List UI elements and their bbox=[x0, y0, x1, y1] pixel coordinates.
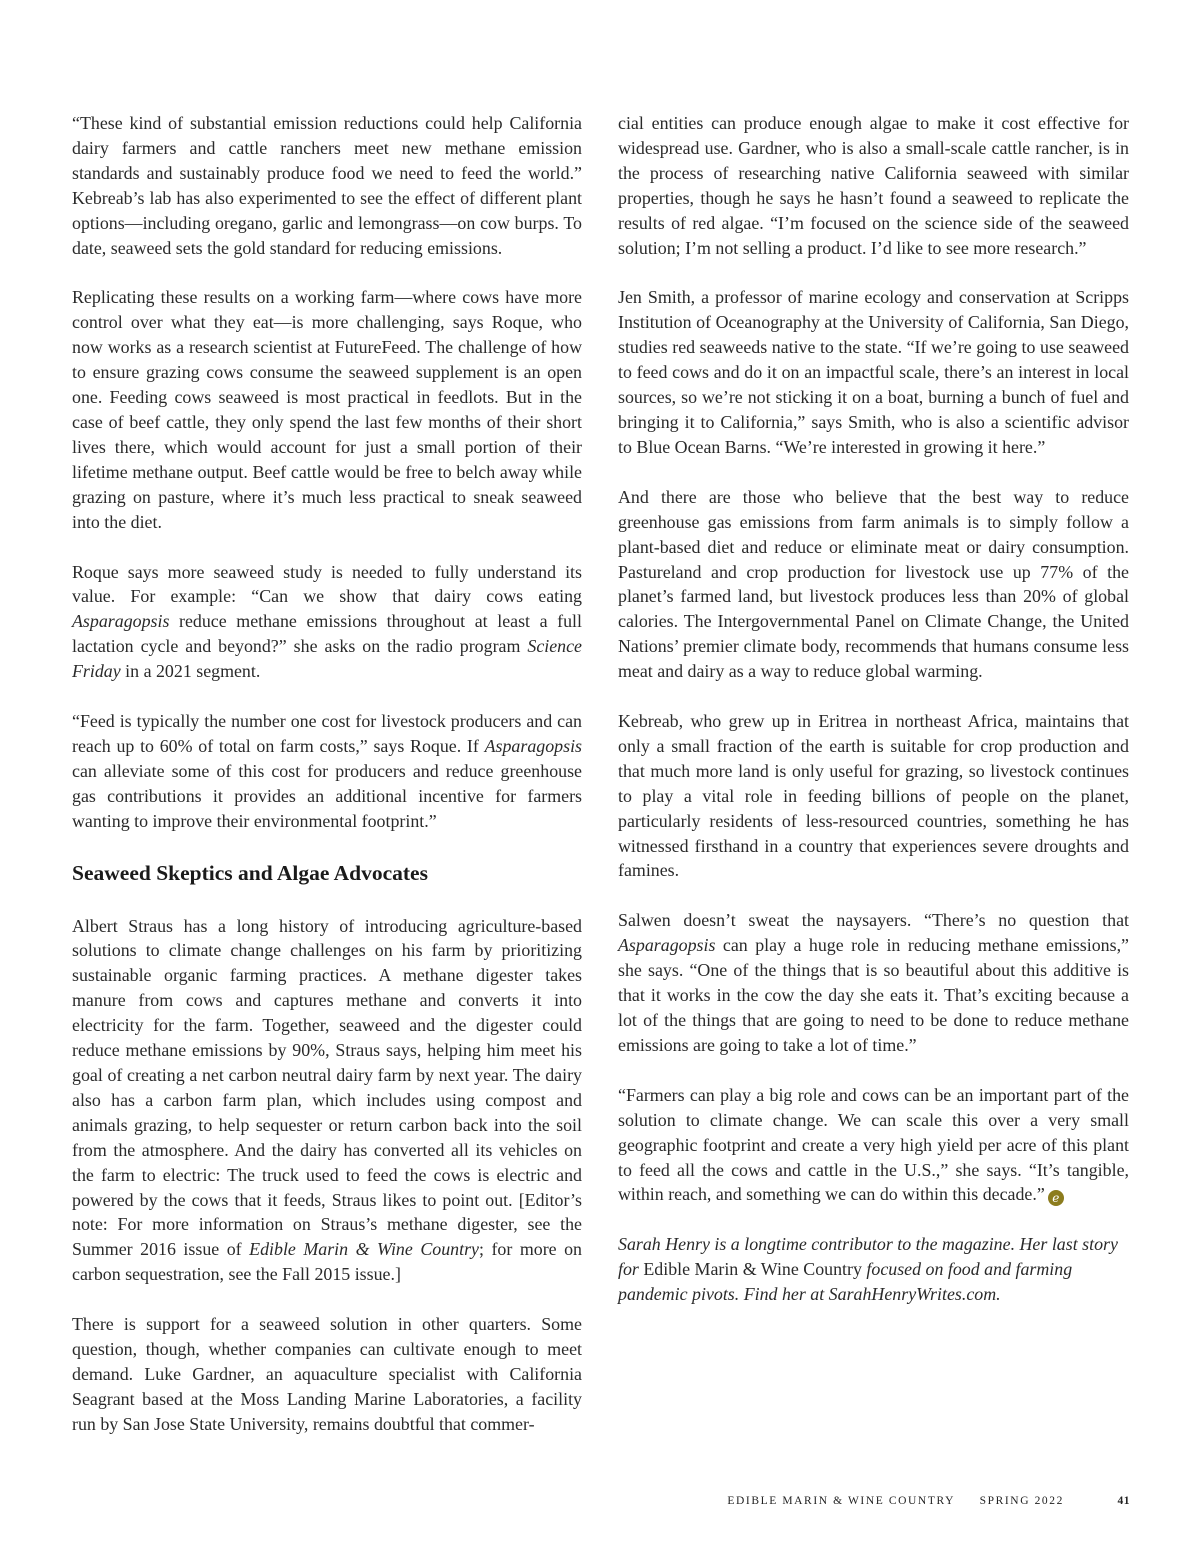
paragraph: “These kind of substantial emission reductions could help California dairy farmers and cattle ranchers meet new methane emission standards and sustainably produce food we need to feed the world.” Kebreab’s lab has also experimented to see the effect of different plant options—including oregano, garlic and lemongrass—on cow burps. To date, seaweed sets the gold standard for reducing emissions. bbox=[72, 113, 582, 258]
paragraph: cial entities can produce enough algae to make it cost effective for widespread use. Gardner, who is also a small-scale cattle rancher, is in the process of researching native California seaweed with similar properties, though he says he hasn’t found a seaweed to replicate the results of red algae. “I’m focused on the science side of the seaweed solution; I’m not selling a product. I’d like to see more research.” bbox=[618, 113, 1129, 258]
paragraph: Salwen doesn’t sweat the naysayers. “There’s no question that Asparagopsis can play a huge role in reducing methane emissions,” she says. “One of the things that is so beautiful about this additive is that it works in the cow the day she eats it. That’s exciting because a lot of the things that are going to need to be done to reduce methane emissions are going to take a lot of time.” bbox=[618, 910, 1129, 1055]
left-column bbox=[72, 111, 582, 1437]
issue-label: SPRING 2022 bbox=[979, 1495, 1064, 1507]
page-footer bbox=[600, 1495, 1130, 1517]
publication-name: EDIBLE MARIN & WINE COUNTRY bbox=[727, 1495, 955, 1507]
paragraph: “Feed is typically the number one cost for livestock producers and can reach up to 60% of total on farm costs,” says Roque. If Asparagopsis can alleviate some of this cost for producers and reduce greenhouse gas contributions it provides an additional incentive for farmers wanting to improve their environmental footprint.” bbox=[72, 711, 582, 831]
paragraph: There is support for a seaweed solution in other quarters. Some question, though, whether companies can cultivate enough to meet demand. Luke Gardner, an aquaculture specialist with California Seagrant based at the Moss Landing Marine Laboratories, a facility run by San Jose State University, remains doubtful that commer- bbox=[72, 1314, 582, 1434]
paragraph: Replicating these results on a working farm—where cows have more control over what they eat—is more challenging, says Roque, who now works as a research scientist at FutureFeed. The challenge of how to ensure grazing cows consume the seaweed supplement is an open one. Feeding cows seaweed is most practical in feedlots. But in the case of beef cattle, they only spend the last few months of their short lives there, which would account for just a small portion of their lifetime methane output. Beef cattle would be free to belch away while grazing on pasture, where it’s much less practical to sneak seaweed into the diet. bbox=[72, 287, 582, 532]
program-title: Science Friday bbox=[72, 636, 582, 682]
magazine-title: Edible Marin & Wine Country bbox=[249, 1239, 479, 1260]
paragraph: And there are those who believe that the best way to reduce greenhouse gas emissions from farm animals is to simply follow a plant-based diet and reduce or eliminate meat or dairy consumption. Pastureland and crop production for livestock use up 77% of the planet’s farmed land, but livestock produces less than 20% of global calories. The Intergovernmental Panel on Climate Change, the United Nations’ premier climate body, recommends that humans consume less meat and dairy as a way to reduce global warming. bbox=[618, 486, 1129, 682]
species-name: Asparagopsis bbox=[484, 735, 582, 756]
species-name: Asparagopsis bbox=[72, 611, 170, 632]
paragraph: Jen Smith, a professor of marine ecology and conservation at Scripps Institution of Oceanography at the University of California, San Diego, studies red seaweeds native to the state. “If we’re going to use seaweed to feed cows and do it on an impactful scale, there’s an interest in local sources, so we’re not sticking it on a boat, burning a bunch of fuel and bringing it to California,” says Smith, who is also a scientific advisor to Blue Ocean Barns. “We’re interested in growing it here.” bbox=[618, 287, 1129, 457]
paragraph: Albert Straus has a long history of introducing agriculture-based solutions to climate change challenges on his farm by prioritizing sustainable organic farming practices. A methane digester takes manure from cows and captures methane and converts it into electricity for the farm. Together, seaweed and the digester could reduce methane emissions by 90%, Straus says, helping him meet his goal of creating a net carbon neutral dairy farm by next year. The dairy also has a carbon farm plan, which includes using compost and animals grazing, to help sequester or return carbon back into the soil from the atmosphere. And the dairy has converted all its vehicles on the farm to electric: The truck used to feed the cows is electric and powered by the cows that it feeds, Straus likes to point out. [Editor’s note: For more information on Straus’s methane digester, see the Summer 2016 issue of Edible Marin & Wine Country; for more on carbon sequestration, see the Fall 2015 issue.] bbox=[72, 915, 583, 1285]
page-number: 41 bbox=[1117, 1495, 1130, 1507]
right-column bbox=[618, 111, 1129, 1307]
author-bio: Sarah Henry is a longtime contributor to the magazine. Her last story for Edible Marin & Wine Country focused on food and farming pandemic pivots. Find her at SarahHenryWrites.com. bbox=[618, 1234, 1118, 1305]
section-heading: Seaweed Skeptics and Algae Advocates bbox=[72, 860, 428, 885]
magazine-title: Edible Marin & Wine Country bbox=[643, 1259, 862, 1280]
edible-logo-icon: e bbox=[1048, 1190, 1064, 1206]
paragraph: Kebreab, who grew up in Eritrea in northeast Africa, maintains that only a small fraction of the earth is suitable for crop production and that much more land is only useful for grazing, so livestock continues to play a vital role in feeding billions of people on the planet, particularly residents of less-resourced countries, something he has witnessed firsthand in a country that experiences severe droughts and famines. bbox=[618, 711, 1129, 881]
paragraph: Roque says more seaweed study is needed to fully understand its value. For example: “Can we show that dairy cows eating Asparagopsis reduce methane emissions throughout at least a full lactation cycle and beyond?” she asks on the radio program Science Friday in a 2021 segment. bbox=[72, 561, 582, 682]
paragraph: “Farmers can play a big role and cows can be an important part of the solution to climate change. We can scale this over a very small geographic footprint and create a very high yield per acre of this plant to feed all the cows and cattle in the U.S.,” she says. “It’s tangible, within reach, and something we can do within this decade.” e bbox=[618, 1084, 1129, 1206]
species-name: Asparagopsis bbox=[618, 935, 716, 956]
